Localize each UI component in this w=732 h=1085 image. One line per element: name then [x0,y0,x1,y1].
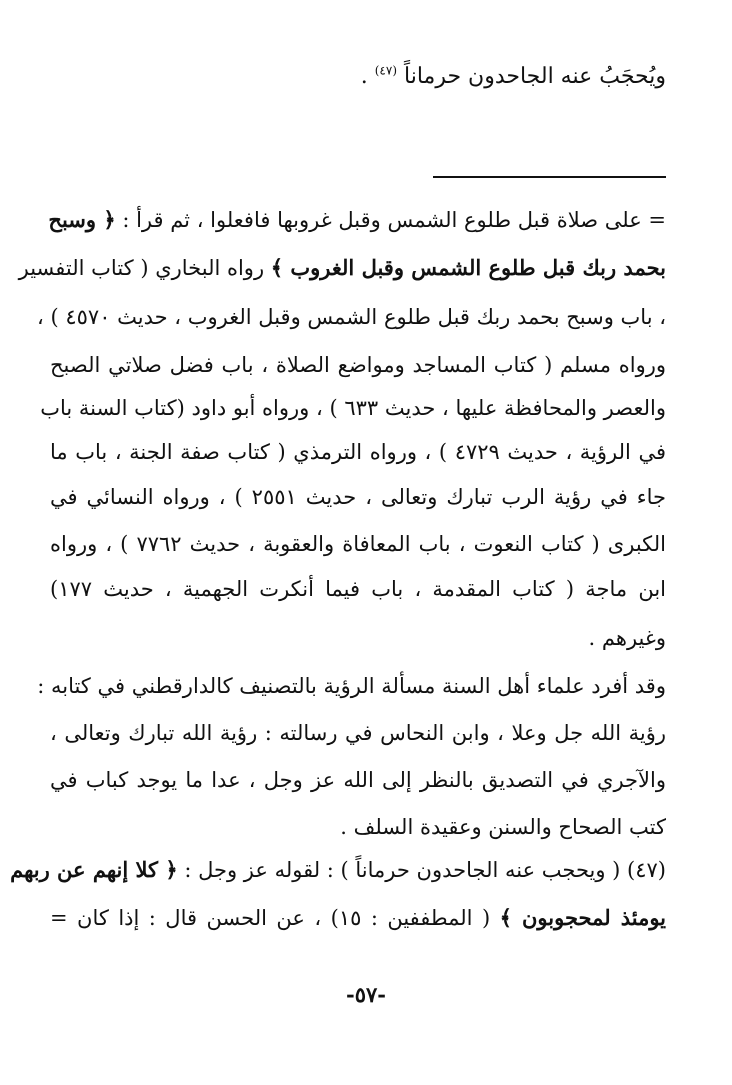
footnote-text: الكبرى ( كتاب النعوت ، باب المعافاة والعقوبة ، حديث ٧٧٦٢ ) ، ورواه [50,532,667,556]
quran-quote: يومئذ لمحجوبون ﴾ [499,905,667,930]
footnote-line-14 [340,812,666,842]
footnote-text: ( المطففين : ١٥) ، عن الحسن قال : إذا كان = [50,906,500,930]
quran-quote: بحمد ربك قبل طلوع الشمس وقبل الغروب ﴾ [270,255,666,280]
footnote-line-7 [50,482,666,512]
footnote-line-13 [50,765,666,795]
footnote-line-16 [50,903,666,933]
quran-quote: ﴿ كلا إنهم عن ربهم [10,857,178,882]
footnote-line-12 [50,718,666,748]
footnote-text: وقد أفرد علماء أهل السنة مسألة الرؤية بالتصنيف كالدارقطني في كتابه : [37,674,666,698]
footnote-line-4 [50,350,666,380]
main-verse-text: ويُحجَبُ عنه الجاحدون حرماناً [404,64,666,89]
main-verse [361,62,666,92]
footnote-text: وغيرهم . [588,626,666,650]
footnote-line-8 [50,529,666,559]
footnote-separator [433,176,666,178]
footnote-text: والعصر والمحافظة عليها ، حديث ٦٣٣ ) ، ورواه أبو داود (كتاب السنة باب [40,396,666,420]
footnote-text: ورواه مسلم ( كتاب المساجد ومواضع الصلاة ، باب فضل صلاتي الصبح [50,353,666,377]
page-number: -٥٧- [346,982,386,1007]
footnote-line-15 [10,855,666,885]
quran-quote: ﴿ وسبح [48,207,116,232]
footnote-line-6 [50,437,666,467]
footnote-reference: (٤٧) [374,63,397,78]
main-verse-end: . [360,64,368,89]
footnote-text: والآجري في التصديق بالنظر إلى الله عز وجل ، عدا ما يوجد كباب في [50,768,666,792]
footnote-line-10 [589,623,666,653]
footnote-text: = على صلاة قبل طلوع الشمس وقبل غروبها فافعلوا ، ثم قرأ : [115,208,666,232]
footnote-text: في الرؤية ، حديث ٤٧٢٩ ) ، ورواه الترمذي ( كتاب صفة الجنة ، باب ما [50,440,666,464]
footnote-line-3 [37,302,666,332]
footnote-line-5 [40,393,666,423]
footnote-text: جاء في رؤية الرب تبارك وتعالى ، حديث ٢٥٥١ ) ، ورواه النسائي في [50,485,667,509]
footnote-line-2 [18,253,666,283]
footnote-text: رؤية الله جل وعلا ، وابن النحاس في رسالته : رؤية الله تبارك وتعالى ، [50,721,666,745]
footnote-text: ابن ماجة ( كتاب المقدمة ، باب فيما أنكرت الجهمية ، حديث ١٧٧) [50,577,666,601]
footnote-line-9 [50,574,666,604]
footnote-text: ، باب وسبح بحمد ربك قبل طلوع الشمس وقبل الغروب ، حديث ٤٥٧٠ ) ، [37,305,666,329]
footnote-line-1 [50,205,666,235]
footnote-text: رواه البخاري ( كتاب التفسير [18,256,271,280]
footnote-line-11 [37,671,666,701]
footnote-text: (٤٧) ( ويحجب عنه الجاحدون حرماناً ) : لقوله عز وجل : [177,858,666,882]
footnote-text: كتب الصحاح والسنن وعقيدة السلف . [340,815,666,839]
